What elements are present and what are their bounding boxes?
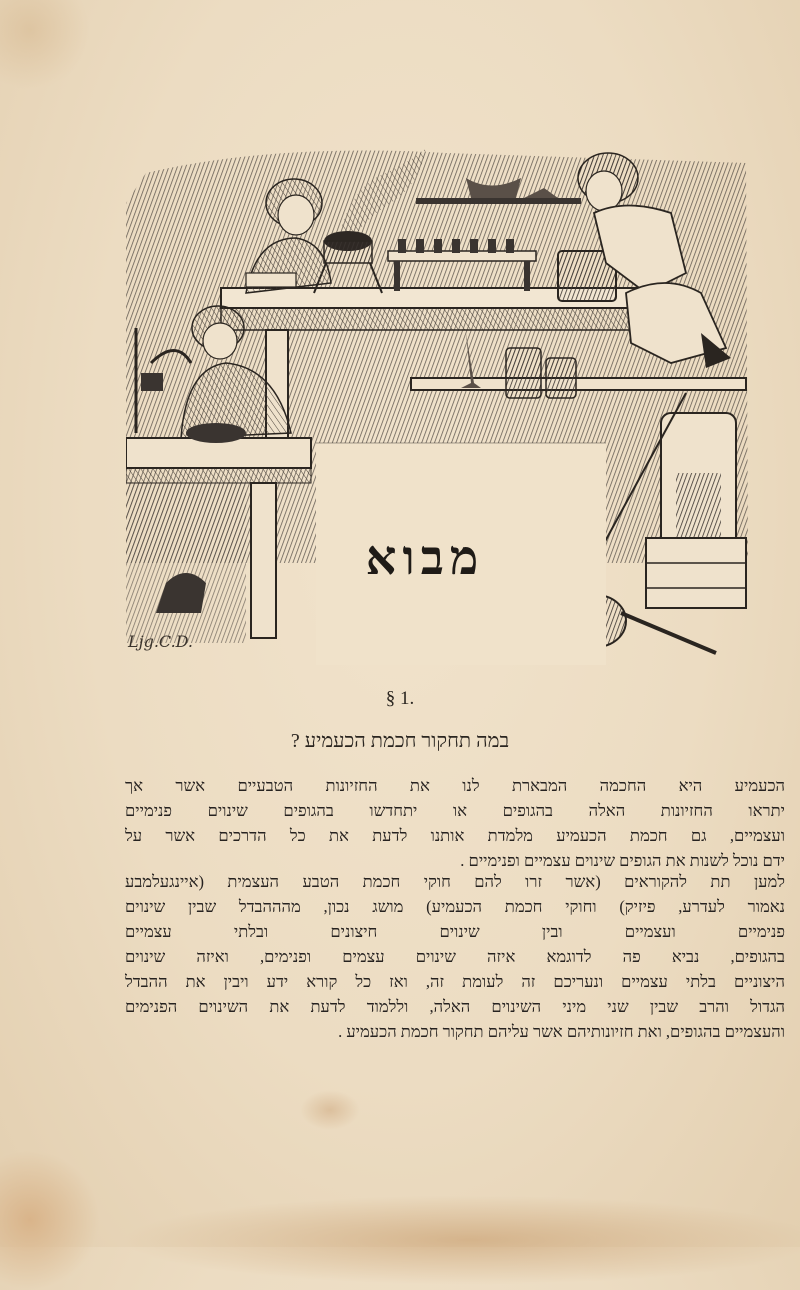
text-line: בהגופים, נביא פה לדוגמא איזה שינוים עצמים ופנימים, ואיזה שינוים: [125, 947, 785, 966]
section-heading: במה תחקור חכמת הכעמיע ?: [290, 730, 510, 752]
text-line: הכעמיע היא החכמה המבארת לנו את החזיונות הטבעיים אשר אך: [125, 776, 785, 795]
text-line: יתראו החזיונות האלה בהגופים או יתחדשו בהגופים שינוים פנימיים: [125, 801, 785, 820]
text-line: היצוניים בלתי עצמיים ונעריכם זה לעומת זה, ואז כל קורא ידע ויבין את ההבדל: [125, 972, 785, 991]
chapter-title: מבוא: [365, 530, 485, 586]
artist-signature: Ljg.C.D.: [128, 632, 194, 651]
section-number: § 1.: [385, 688, 415, 709]
laboratory-engraving: [126, 143, 748, 665]
text-line: פנימיים ועצמיים ובין שינוים חיצונים ובלתי עצמיים: [125, 922, 785, 941]
text-line: נאמור לעדרע, פיזיק) וחוקי חכמת הכעמיע) מושג נכון, מהההבדל שבין שינוים: [125, 897, 785, 916]
paragraph-2: [125, 869, 785, 1044]
paragraph-1: [125, 773, 785, 873]
text-line: ידם נוכל לשנות את הגופים שינוים עצמיים ופנימיים .: [460, 851, 785, 870]
text-line: למען תת להקוראים (אשר זרו להם חוקי חכמת הטבע העצמית (איינגעלמבע: [125, 872, 785, 891]
text-line: ועצמיים, גם חכמת הכעמיע מלמדת אותנו לדעת את כל הדרכים אשר על: [125, 826, 785, 845]
text-line: הגדול והרב שבין שני מיני השינוים האלה, וללמוד לדעת את השינוים הפנימים: [125, 997, 785, 1016]
text-line: והעצמיים בהגופים, ואת חזיונותיהם אשר עליהם תחקור חכמת הכעמיע .: [338, 1022, 785, 1041]
